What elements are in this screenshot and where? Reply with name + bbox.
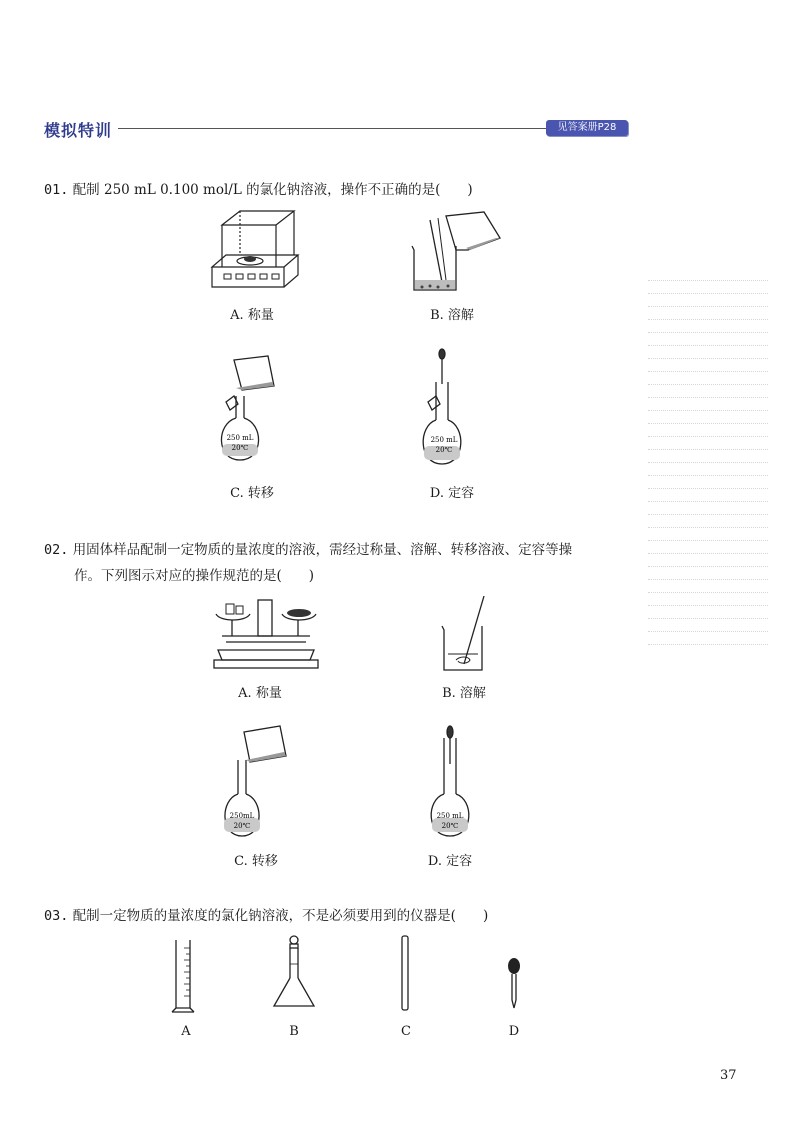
glass-rod-icon: [398, 934, 412, 1014]
question-02-line2: 作。下列图示对应的操作规范的是( ): [74, 568, 315, 584]
option-label: C. 转移: [230, 486, 274, 501]
question-number: 03.: [44, 908, 69, 924]
flask-label: 250 mL: [436, 812, 464, 820]
question-01: [44, 178, 644, 202]
question-text: 配制一定物质的量浓度的氯化钠溶液，不是必须要用到的仪器是( ): [72, 908, 489, 924]
pour-into-flask-icon: [222, 722, 292, 840]
option-label: C: [401, 1024, 411, 1039]
option-label: A. 称量: [238, 686, 282, 701]
header-rule: [118, 128, 548, 129]
flask-label: 20℃: [231, 444, 249, 452]
option-label: D: [508, 1024, 520, 1039]
beaker-dissolve-icon: [408, 210, 508, 295]
flask-label: 250 mL: [430, 436, 458, 444]
electronic-balance-icon: [210, 205, 300, 295]
option-label: B. 溶解: [430, 308, 474, 323]
beaker-stir-icon: [438, 594, 494, 674]
option-label: D. 定容: [427, 854, 473, 869]
graduated-cylinder-icon: [170, 938, 200, 1016]
pan-balance-icon: [210, 596, 322, 672]
flask-label: 20℃: [441, 822, 459, 830]
flask-label: 20℃: [233, 822, 251, 830]
volumetric-flask-dropper-icon: [418, 346, 478, 466]
question-text: 配制 250 mL 0.100 mol/L 的氯化钠溶液，操作不正确的是( ): [72, 182, 473, 198]
question-number: 01.: [44, 182, 69, 198]
question-text: 用固体样品配制一定物质的量浓度的溶液，需经过称量、溶解、转移溶液、定容等操: [72, 542, 573, 558]
volumetric-flask-icon: [270, 934, 320, 1014]
option-label: A: [181, 1024, 191, 1039]
dropper-icon: [504, 956, 524, 1016]
question-03: [44, 904, 644, 928]
option-label: C. 转移: [234, 854, 278, 869]
answer-reference-badge: 见答案册P28: [546, 120, 628, 136]
option-label: B. 溶解: [442, 686, 486, 701]
margin-bleed-lines: [648, 280, 768, 750]
flask-label: 250mL: [229, 812, 255, 820]
flask-label: 250 mL: [226, 434, 254, 442]
option-label: D. 定容: [429, 486, 475, 501]
option-label: A. 称量: [230, 308, 274, 323]
transfer-flask-icon: [214, 352, 284, 464]
option-label: B: [289, 1024, 299, 1039]
page-number: 37: [720, 1068, 737, 1083]
flask-dropper-icon: [424, 724, 480, 840]
question-number: 02.: [44, 542, 69, 558]
question-02: [44, 538, 644, 562]
flask-label: 20℃: [435, 446, 453, 454]
section-title: 模拟特训: [44, 121, 113, 140]
